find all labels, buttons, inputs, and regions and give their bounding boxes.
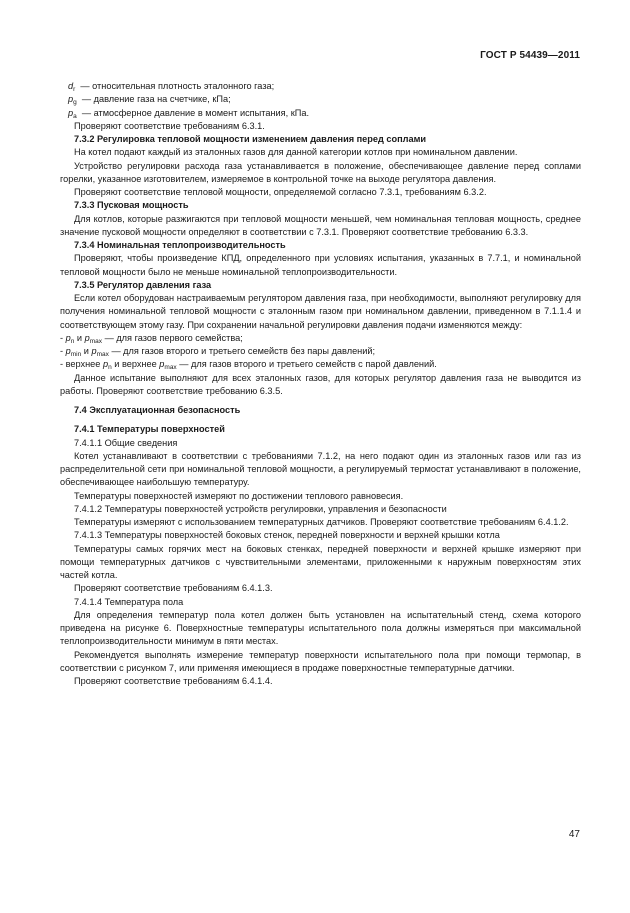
section-heading-7-3-2: 7.3.2 Регулировка тепловой мощности изменением давления перед соплами: [74, 134, 427, 144]
page-body: [60, 80, 581, 688]
section-heading-7-4-1: 7.4.1 Температуры поверхностей: [74, 424, 225, 435]
subsection-heading-7-4-1-1: 7.4.1.1 Общие сведения: [74, 437, 178, 448]
section-heading-7-3-5: 7.3.5 Регулятор давления газа: [74, 279, 212, 290]
paragraph: Температуры самых горячих мест на боковых стенках, передней поверхности и верхней крышке измеряют при помощи температурных датчиков с чувствительными элементами, приложенными к наружным поверхностям этих частей котла.: [60, 543, 581, 580]
document-header: ГОСТ Р 54439—2011: [480, 50, 580, 61]
paragraph: Котел устанавливают в соответствии с требованиями 7.1.2, на него подают один из эталонных газов или газ из распределительной сети при номинальной тепловой мощности, а регулируемый термостат устанавливают в положение, обеспечивающее наибольшую температуру.: [60, 450, 581, 488]
paragraph: Температуры поверхностей измеряют по достижении теплового равновесия.: [74, 490, 404, 501]
section-heading-7-3-3: 7.3.3 Пусковая мощность: [74, 200, 189, 211]
list-item: - верхнее $p_n$ и верхнее $p_{max}$ — для газов второго и третьего семейств с парой давлений.: [60, 359, 437, 372]
definition-pa: $p_a$ — атмосферное давление в момент испытания, кПа.: [68, 107, 310, 120]
subsection-heading-7-4-1-3: 7.4.1.3 Температуры поверхностей боковых стенок, передней поверхности и верхней крышки котла: [74, 530, 500, 541]
list-item: - $p_n$ и $p_{max}$ — для газов первого семейства;: [60, 332, 243, 345]
paragraph: На котел подают каждый из эталонных газов для данной категории котлов при номинальном давлении.: [74, 147, 518, 158]
paragraph: Температуры измеряют с использованием температурных датчиков. Проверяют соответствие требованиям 6.4.1.2.: [74, 517, 569, 527]
paragraph: Проверяют соответствие требованиям 6.3.1.: [74, 120, 265, 131]
subsection-heading-7-4-1-2: 7.4.1.2 Температуры поверхностей устройств регулировки, управления и безопасности: [74, 503, 447, 514]
section-heading-7-4: 7.4 Эксплуатационная безопасность: [74, 405, 241, 415]
definition-pg: $p_g$ — давление газа на счетчике, кПа;: [68, 94, 231, 107]
page-number: 47: [568, 829, 580, 840]
paragraph: Проверяют соответствие требованиям 6.4.1.3.: [74, 583, 273, 594]
paragraph: Если котел оборудован настраиваемым регулятором давления газа, при необходимости, выполняют регулировку для получения номинальной тепловой мощности с эталонным газом при номинальном давлении, приведенном в 7.1.1.4 и соответствующем этому газу. При сохранении начальной регулировки давления подачи изменяются между:: [60, 293, 581, 330]
paragraph: Проверяют соответствие тепловой мощности, определяемой согласно 7.3.1, требованиям 6.3.2.: [74, 187, 487, 197]
paragraph: Устройство регулировки расхода газа устанавливается в положение, обеспечивающее давление перед соплами горелки, указанное изготовителем, измеряемое в контрольной точке на выходе регулятора давления.: [60, 160, 581, 184]
paragraph: Проверяют, чтобы произведение КПД, определенного при условиях испытания, указанных в 7.7.1, и номинальной тепловой мощности было не меньше номинальной теплопроизводительности.: [60, 253, 581, 277]
definition-dr: $d_r$ — относительная плотность эталонного газа;: [68, 81, 275, 93]
section-heading-7-3-4: 7.3.4 Номинальная теплопроизводительность: [74, 240, 286, 250]
paragraph: Данное испытание выполняют для всех эталонных газов, для которых регулятор давления газа не выводится из работы. Проверяют соответствие требованию 6.3.5.: [60, 372, 581, 396]
paragraph: Для котлов, которые разжигаются при тепловой мощности меньшей, чем номинальная тепловая мощность, среднее значение пусковой мощности определяют в соответствии с 7.3.1. Проверяют соответствие требованию 6.3.3.: [60, 213, 581, 237]
paragraph: Для определения температур пола котел должен быть установлен на испытательный стенд, схема которого приведена на рисунке 6. Поверхностные температуры испытательного пола должны измеряться при максимальной теплопроизводительности минимум в пяти местах.: [60, 609, 581, 647]
paragraph: Рекомендуется выполнять измерение температур поверхности испытательного пола при помощи термопар, в соответствии с рисунком 7, или применяя имеющиеся в продаже поверхностные температурные датчики.: [60, 649, 581, 673]
subsection-heading-7-4-1-4: 7.4.1.4 Температура пола: [74, 596, 184, 607]
list-item: - $p_{min}$ и $p_{max}$ — для газов второго и третьего семейств без пары давлений;: [60, 346, 376, 358]
paragraph: Проверяют соответствие требованиям 6.4.1.4.: [74, 676, 273, 686]
